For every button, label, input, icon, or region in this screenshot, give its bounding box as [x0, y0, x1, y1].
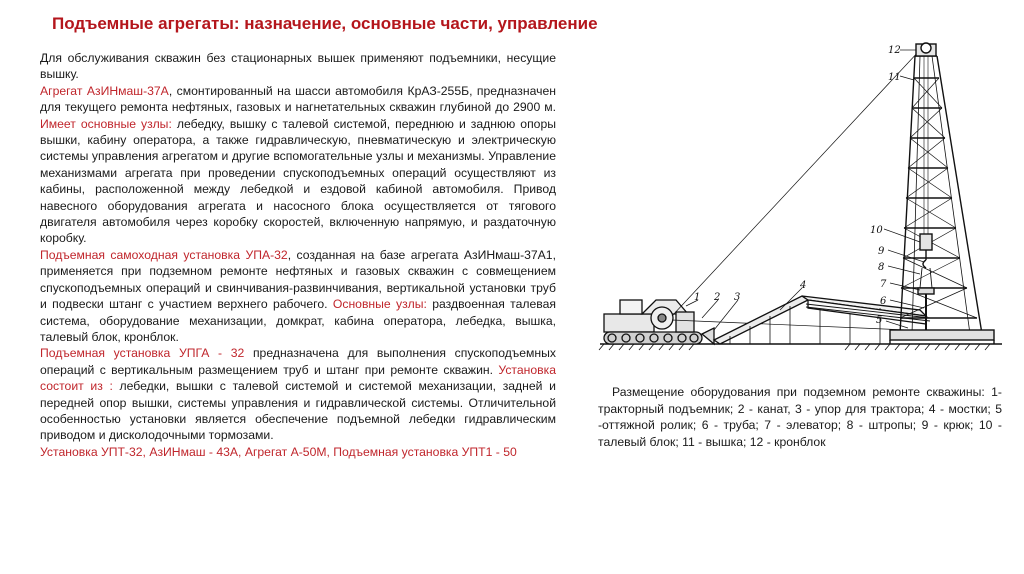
label-8: 8 — [878, 262, 885, 273]
figure-caption: Размещение оборудования при подземном ремонте скважины: 1- тракторный подъемник; 2 - канат, 3 - упор для трактора; 4 - мостки; 5 -оттяжной ролик; 6 - труба; 7 - элеватор; 8 - штропы; 9 - крюк; 10 - талевый блок; 11 - вышка; 12 - кронблок — [598, 385, 1002, 449]
label-9: 9 — [878, 246, 885, 257]
cable — [672, 50, 920, 316]
tractor-hoist — [604, 300, 702, 344]
label-3: 3 — [734, 292, 741, 303]
paragraph-upa-32: Подъемная самоходная установка УПА-32, созданная на базе агрегата АзИНмаш-37А1, применяется при подземном ремонте нефтяных и газовых скважин с совмещением спускоподъемных операций и свинчивания-развинчивания, вертикальной установки труб и подвески штанг с участием верхнего рабочего. Основные узлы: раздвоенная талевая система, оборудование механизации, домкрат, кабина оператора, лебедка, вышка, талевый блок, кронблок. — [40, 247, 557, 344]
label-10: 10 — [870, 225, 883, 236]
label-5: 5 — [876, 315, 883, 326]
highlight-azinmash-37a: Агрегат АзИНмаш-37А — [40, 83, 169, 98]
label-7: 7 — [880, 279, 887, 290]
highlight-other-units: Установка УПТ-32, АзИНмаш - 43А, Агрегат А-50М, Подъемная установка УПТ1 - 50 — [40, 444, 517, 459]
rig-diagram — [590, 38, 1010, 378]
highlight-consists-of: Установка состоит из : — [40, 362, 556, 394]
derrick — [890, 43, 994, 344]
highlight-upa-32: Подъемная самоходная установка УПА-32 — [40, 247, 288, 262]
body-text — [40, 50, 556, 460]
label-1: 1 — [694, 292, 701, 303]
label-12: 12 — [888, 45, 901, 56]
paragraph-other-units — [40, 444, 556, 460]
paragraph-azinmash-37a: Агрегат АзИНмаш-37А, смонтированный на шасси автомобиля КрАЗ-255Б, предназначен для текущего ремонта нефтяных, газовых и нагнетательных скважин глубиной до 2900 м. Имеет основные узлы: лебедку, вышку с талевой системой, переднюю и заднюю опоры вышки, кабину оператора, а также гидравлическую, пневматическую и электрическую системы управления агрегатом и другие вспомогательные узлы и механизмы. Управление механизмами агрегата при проведении спускоподъемных операций осуществляют из кабины, расположенной между лебедкой и ездовой кабиной автомобиля. Привод навесного оборудования агрегата и насосного блока осуществляется от тягового двигателя автомобиля через коробку скоростей, включенную напрямую, и раздаточную коробку. — [40, 83, 556, 246]
highlight-main-units: Имеет основные узлы: — [40, 116, 172, 131]
tractor-stop — [702, 328, 714, 344]
paragraph-intro: Для обслуживания скважин без стационарных вышек применяют подъемники, несущие вышку. — [40, 51, 556, 82]
label-6: 6 — [880, 296, 887, 307]
highlight-main-units-2: Основные узлы: — [332, 297, 427, 312]
label-11: 11 — [888, 72, 901, 83]
slide-title: Подъемные агрегаты: назначение, основные части, управление — [52, 14, 598, 33]
paragraph-upga-32: Подъемная установка УПГА - 32 предназначена для выполнения спускоподъемных операций с вертикальным размещением труб и штанг при ремонте скважин. Установка состоит из : лебедки, вышки с талевой системой и системой механизации, задней и передней опор вышки, системы управления и гидравлической системы. Отличительной особенностью установки является обеспечение подъемной лебедки гидравлическим приводом и дисколодочными тормозами. — [40, 346, 556, 443]
label-2: 2 — [714, 292, 721, 303]
label-4: 4 — [800, 280, 807, 291]
highlight-upga-32: Подъемная установка УПГА - 32 — [40, 346, 245, 361]
ground-hatch — [599, 344, 990, 350]
